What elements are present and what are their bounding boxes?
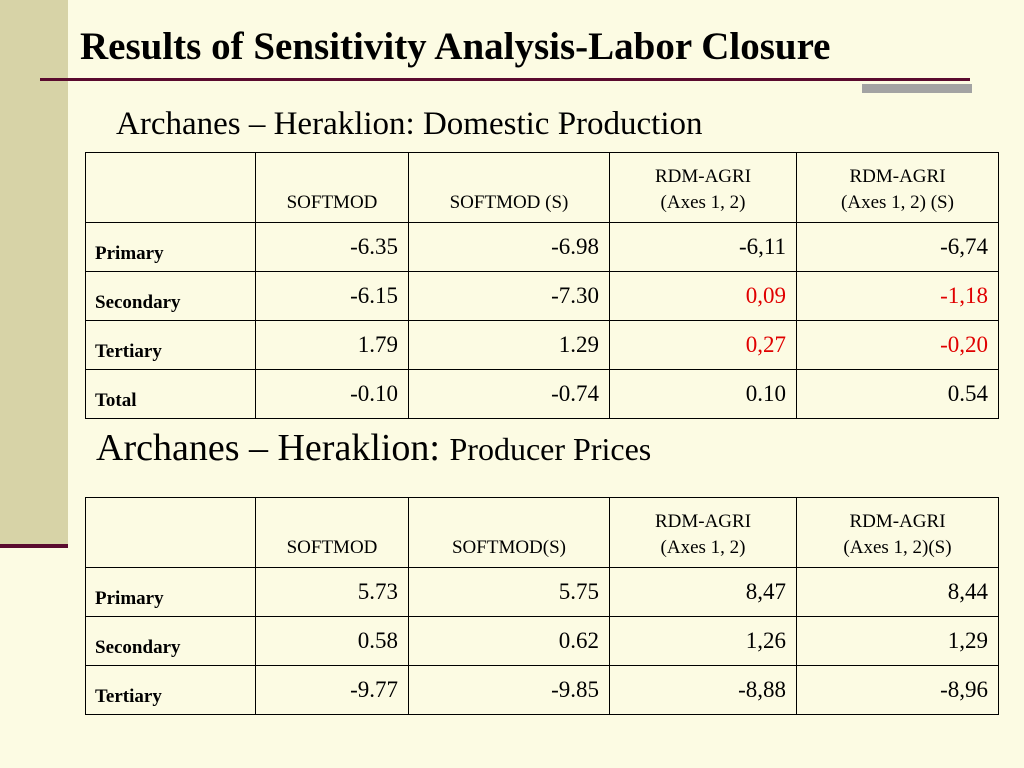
table-cell: 5.73	[256, 568, 409, 617]
header-label-line: (Axes 1, 2)	[660, 537, 746, 558]
title-divider	[40, 78, 970, 81]
prices-heading-main: Archanes – Heraklion:	[96, 427, 440, 469]
table-cell: -7.30	[409, 272, 610, 321]
table-row	[86, 370, 999, 419]
sidebar-decoration	[0, 0, 68, 548]
domestic-production-table	[85, 152, 999, 419]
header-label-line: (Axes 1, 2) (S)	[841, 192, 954, 213]
table-cell: -6,11	[610, 223, 797, 272]
row-label: Primary	[86, 568, 256, 617]
table-cell: -6.35	[256, 223, 409, 272]
table-header-row	[86, 153, 999, 223]
header-cell: SOFTMOD (S)	[409, 153, 610, 223]
header-cell	[86, 153, 256, 223]
table-cell: 0.54	[797, 370, 999, 419]
table-cell: -6.15	[256, 272, 409, 321]
header-cell	[797, 153, 999, 223]
table-cell: 1.29	[409, 321, 610, 370]
table-row	[86, 568, 999, 617]
table-cell: -6,74	[797, 223, 999, 272]
table-cell-highlighted: -1,18	[797, 272, 999, 321]
header-cell	[610, 498, 797, 568]
table-cell-highlighted: 0,09	[610, 272, 797, 321]
header-cell: SOFTMOD(S)	[409, 498, 610, 568]
prices-heading-sub: Producer Prices	[449, 431, 652, 467]
header-label-line: (Axes 1, 2)	[660, 192, 746, 213]
table-cell: -8,96	[797, 666, 999, 715]
table-cell: -9.85	[409, 666, 610, 715]
domestic-heading: Archanes – Heraklion: Domestic Production	[116, 106, 703, 142]
table-cell: -9.77	[256, 666, 409, 715]
slide-title: Results of Sensitivity Analysis-Labor Closure	[80, 25, 831, 68]
table-cell: -6.98	[409, 223, 610, 272]
table-row	[86, 223, 999, 272]
header-cell: SOFTMOD	[256, 498, 409, 568]
table-cell: 1.79	[256, 321, 409, 370]
table-row	[86, 272, 999, 321]
header-cell	[610, 153, 797, 223]
table-cell-highlighted: 0,27	[610, 321, 797, 370]
header-label-line: RDM-AGRI	[654, 166, 752, 187]
producer-prices-table	[85, 497, 999, 715]
row-label: Primary	[86, 223, 256, 272]
header-cell: SOFTMOD	[256, 153, 409, 223]
title-accent-bar	[862, 84, 972, 93]
header-label-line: RDM-AGRI	[654, 511, 752, 532]
row-label: Total	[86, 370, 256, 419]
row-label: Secondary	[86, 272, 256, 321]
row-label: Tertiary	[86, 321, 256, 370]
table-cell: 1,29	[797, 617, 999, 666]
sidebar-rule	[0, 544, 68, 548]
table-cell: 8,47	[610, 568, 797, 617]
header-cell	[86, 498, 256, 568]
table-cell: -0.74	[409, 370, 610, 419]
header-label-line: RDM-AGRI	[849, 166, 946, 187]
table-cell: 1,26	[610, 617, 797, 666]
table-cell: -8,88	[610, 666, 797, 715]
table-cell: -0.10	[256, 370, 409, 419]
table-cell: 0.62	[409, 617, 610, 666]
table-row	[86, 617, 999, 666]
header-cell	[797, 498, 999, 568]
table-cell: 0.58	[256, 617, 409, 666]
header-label-line: (Axes 1, 2)(S)	[843, 537, 952, 558]
row-label: Secondary	[86, 617, 256, 666]
table-cell-highlighted: -0,20	[797, 321, 999, 370]
header-label-line: RDM-AGRI	[849, 511, 946, 532]
table-row	[86, 666, 999, 715]
table-cell: 0.10	[610, 370, 797, 419]
table-header-row	[86, 498, 999, 568]
table-row	[86, 321, 999, 370]
row-label: Tertiary	[86, 666, 256, 715]
table-cell: 8,44	[797, 568, 999, 617]
table-cell: 5.75	[409, 568, 610, 617]
prices-heading	[96, 426, 651, 470]
